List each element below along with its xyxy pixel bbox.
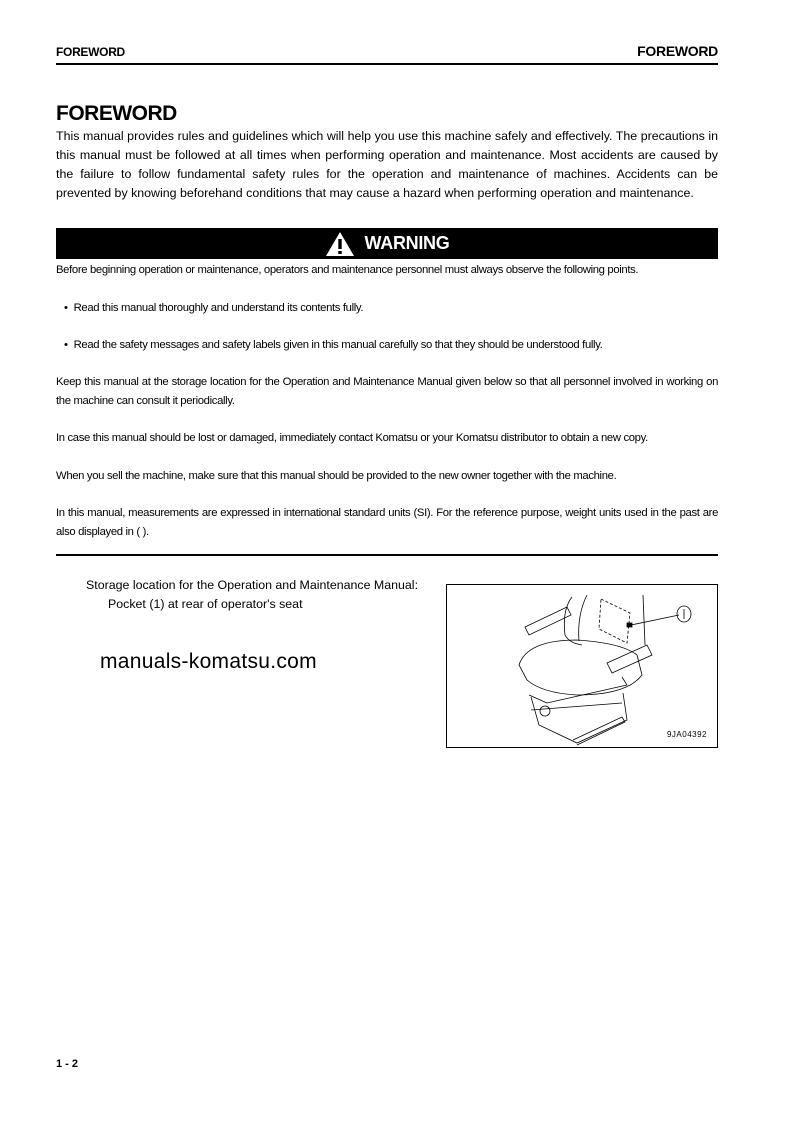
- warning-triangle-icon: [325, 231, 355, 257]
- warning-label: WARNING: [364, 233, 450, 253]
- paragraph: Keep this manual at the storage location for the Operation and Maintenance Manual given below so that all personnel involved in working on the machine can consult it periodically.: [56, 376, 718, 407]
- operator-seat-illustration: [447, 585, 717, 747]
- page-number: 1 - 2: [56, 1058, 79, 1070]
- figure-id: 9JA04392: [666, 730, 707, 739]
- paragraph: In this manual, measurements are expressed in international standard units (SI). For the reference purpose, weight units used in the past are also displayed in ( ).: [56, 507, 718, 538]
- watermark: manuals-komatsu.com: [100, 650, 317, 673]
- header-right: FOREWORD: [637, 43, 718, 59]
- seat-figure: [446, 584, 718, 748]
- bullet-item: • Read this manual thoroughly and understand its contents fully.: [64, 299, 714, 318]
- header-left: FOREWORD: [56, 45, 125, 59]
- page-title: FOREWORD: [56, 102, 177, 125]
- paragraph: In case this manual should be lost or damaged, immediately contact Komatsu or your Komatsu distributor to obtain a new copy.: [56, 432, 648, 444]
- intro-paragraph: This manual provides rules and guidelines which will help you use this machine safely and effectively. The precautions in this manual must be followed at all times when performing operation and maintenance. Most accidents are caused by the failure to follow fundamental safety rules for the operation and maintenance of machines. Accidents can be prevented by knowing beforehand conditions that may cause a hazard when performing operation and maintenance.: [56, 129, 718, 200]
- storage-line-1: Storage location for the Operation and Maintenance Manual:: [86, 578, 419, 592]
- warning-intro: Before beginning operation or maintenance, operators and maintenance personnel must always observe the following points.: [56, 264, 639, 276]
- section-rule: [56, 554, 718, 556]
- storage-location: [86, 576, 418, 614]
- bullet-item: • Read the safety messages and safety labels given in this manual carefully so that they should be understood fully.: [64, 336, 714, 355]
- storage-line-2: Pocket (1) at rear of operator's seat: [108, 597, 303, 611]
- header-rule: [56, 63, 718, 65]
- warning-banner: [56, 228, 718, 259]
- paragraph: When you sell the machine, make sure that this manual should be provided to the new owner together with the machine.: [56, 470, 617, 482]
